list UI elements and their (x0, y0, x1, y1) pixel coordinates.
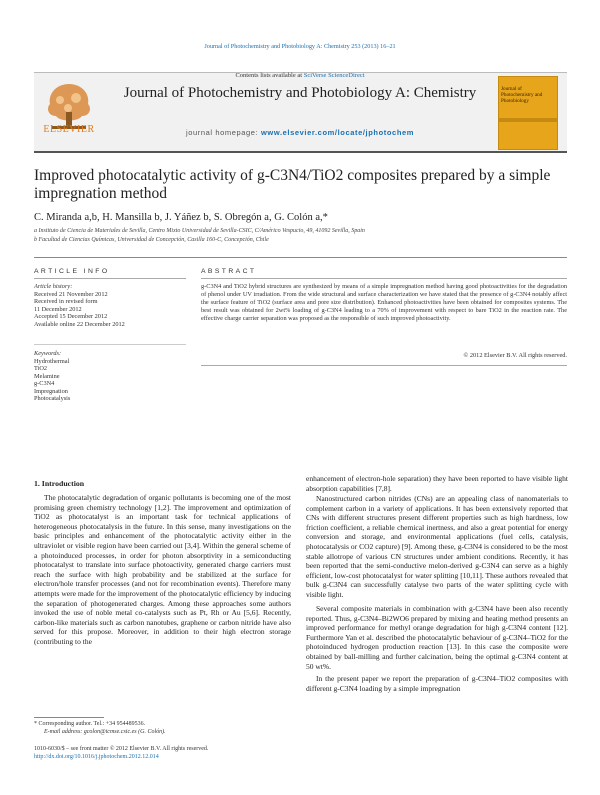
history-label: Article history: (34, 283, 73, 290)
history-revised-date: 11 December 2012 (34, 305, 82, 313)
abstract-copyright: © 2012 Elsevier B.V. All rights reserved. (463, 352, 567, 359)
affiliation-b: b Facultad de Ciencias Químicas, Universidad de Concepción, Casilla 160-C, Concepción, Chile (34, 237, 269, 243)
info-rule (34, 278, 186, 279)
intro-left-column: The photocatalytic degradation of organic pollutants is becoming one of the most promising green chemistry technology [1,2]. The improvement and optimization of TiO2 as photocatalyst is an important task for technical applications of heterogeneous photocatalysis in the future. In this sense, many investigations on the basic principles and enhancement of the photocatalytic activity either in the ultraviolet or visible region have been carried out [3,4]. Within the general scheme of a photoinduced processes, in order for photon absorptivity in a semiconducting photocatalyst to translate into surface photoactivity, generated charge carriers must reach the surface with high probability and be stabilized at the surface for electron/hole transfer processes (and not for recombination events). Therefore many attempts were made for the improvement of the photocatalytic efficiency by inducing the separation of photogenerated charges. Among these approaches some authors invoked the use of noble metal co-catalysts such as Pt, Rh or Au [5,6]. Recently, carbon-like materials such as carbon nanotubes, graphene or carbon nitride have also served for this propose. Moreover, in addition to their high electron storage (contributing to the (34, 493, 291, 646)
abstract-heading: ABSTRACT (201, 268, 257, 275)
history-divider (34, 344, 186, 345)
journal-homepage (120, 128, 480, 137)
history-online: Available online 22 December 2012 (34, 320, 125, 328)
section-heading-introduction: 1. Introduction (34, 479, 85, 488)
keyword: Hydrothermal (34, 358, 70, 365)
abstract-rule (201, 278, 567, 279)
keywords-label: Keywords: (34, 350, 62, 357)
paper-title: Improved photocatalytic activity of g-C3N4/TiO2 composites prepared by a simple impregnation method (34, 167, 551, 202)
intro-right-paragraph-2: Nanostructured carbon nitrides (CNs) are an appealing class of nanomaterials to complement carbon in a variety of applications. It has been extensively reported that CNs with different structures present different properties such as high hardness, low friction coefficient, a reliable chemical inertness, and also a great potential for energy conversion and storage, and environmental applications (fuel cells, catalysis, photocatalysis or CO2 capture) [9]. Among these, g-C3N4 is considered to be the most stable allotrope of various CN structures under ambient conditions. Recently, it has been reported that the semi-conductive melon-derived g-C3N4 can serve as a highly efficient, low-cost photocatalyst for water splitting [10,11]. These authors revealed that bulk g-C3N4 can successfully catalyse two parts of the water splitting cycle with visible light. (306, 494, 568, 599)
homepage-prefix: journal homepage: (185, 128, 261, 137)
affiliation-a: a Instituto de Ciencia de Materiales de Sevilla, Centro Mixto Universidad de Sevilla-CSIC, C/Américo Vespucio, 49, 41092 Sevilla, Spain (34, 228, 365, 234)
email-address[interactable]: E-mail address: gcolon@icmse.csic.es (G. Colón). (44, 729, 166, 735)
keyword: Melamine (34, 372, 60, 380)
homepage-link[interactable]: www.elsevier.com/locate/jphotochem (260, 128, 415, 137)
footnote-rule (34, 717, 104, 718)
keyword: g-C3N4 (34, 380, 55, 388)
cover-band (499, 118, 557, 122)
abstract-bottom-rule (201, 365, 567, 366)
keyword-list (34, 358, 189, 402)
publisher-name: ELSEVIER (43, 124, 95, 135)
issn-line: 1010-6030/$ – see front matter © 2012 Elsevier B.V. All rights reserved. (34, 746, 209, 752)
keyword: Impregnation (34, 387, 68, 395)
history-accepted: Accepted 15 December 2012 (34, 313, 108, 321)
header-divider (34, 257, 567, 258)
contents-line (130, 72, 470, 79)
corresponding-author: * Corresponding author. Tel.: +34 954489536. (34, 721, 146, 727)
keyword: TiO2 (34, 365, 48, 373)
intro-right-paragraph-1: enhancement of electron-hole separation) they have been reported to have visible light absorption capabilities [7,8]. (306, 474, 568, 493)
keyword: Photocatalysis (34, 395, 71, 403)
intro-right-paragraph-3: Several composite materials in combination with g-C3N4 have been also recently reported. Thus, g-C3N4–Bi2WO6 prepared by mixing and heating method presents an improved performance for methyl orange degradation for high g-C3N4 content [12]. Furthermore Yan et al. described the photocatalytic behaviour of g-C3N4–TiO2 for the photoinduced hydrogen production reaction [13]. In this case the composite were obtained by ball-milling and further calcination, being the optimal g-C3N4 content at 50 wt%. (306, 604, 568, 671)
history-received: Received 21 November 2012 (34, 291, 108, 298)
cover-title: Journal of Photochemistry and Photobiology (501, 86, 543, 104)
history-revised: Received in revised form (34, 298, 98, 306)
journal-reference[interactable]: Journal of Photochemistry and Photobiology A: Chemistry 253 (2013) 16–21 (204, 43, 396, 50)
doi-link[interactable]: http://dx.doi.org/10.1016/j.jphotochem.2012.12.014 (34, 754, 159, 760)
sciencedirect-link[interactable]: SciVerse ScienceDirect (303, 72, 365, 79)
abstract-body: g-C3N4 and TiO2 hybrid structures are synthesized by means of a simple impregnation method having good photoactivities for the degradation of phenol under UV irradiation. From the wide structural and surface characterization we have stated that the presence of g-C3N4 notably affect the surface feature of TiO2 (surface area and pore size distribution). Enhanced photoactivities have been obtained for composites systems. The best result was obtained for 2wt% loading of g-C3N4 leading to a 70% of improvement with respect to bare TiO2 in the reaction rate. The effective charge carrier separation was proposed as the responsible of such improved photoactivity. (201, 283, 567, 323)
journal-title: Journal of Photochemistry and Photobiology A: Chemistry (123, 85, 477, 101)
intro-right-paragraph-4: In the present paper we report the preparation of g-C3N4–TiO2 composites with different g-C3N4 loading by a simple impregnation (306, 674, 568, 693)
author-list: C. Miranda a,b, H. Mansilla b, J. Yáñez b, S. Obregón a, G. Colón a,* (34, 212, 328, 223)
contents-prefix: Contents lists available at (235, 72, 304, 79)
article-history (34, 291, 189, 328)
article-info-heading: ARTICLE INFO (34, 268, 110, 275)
